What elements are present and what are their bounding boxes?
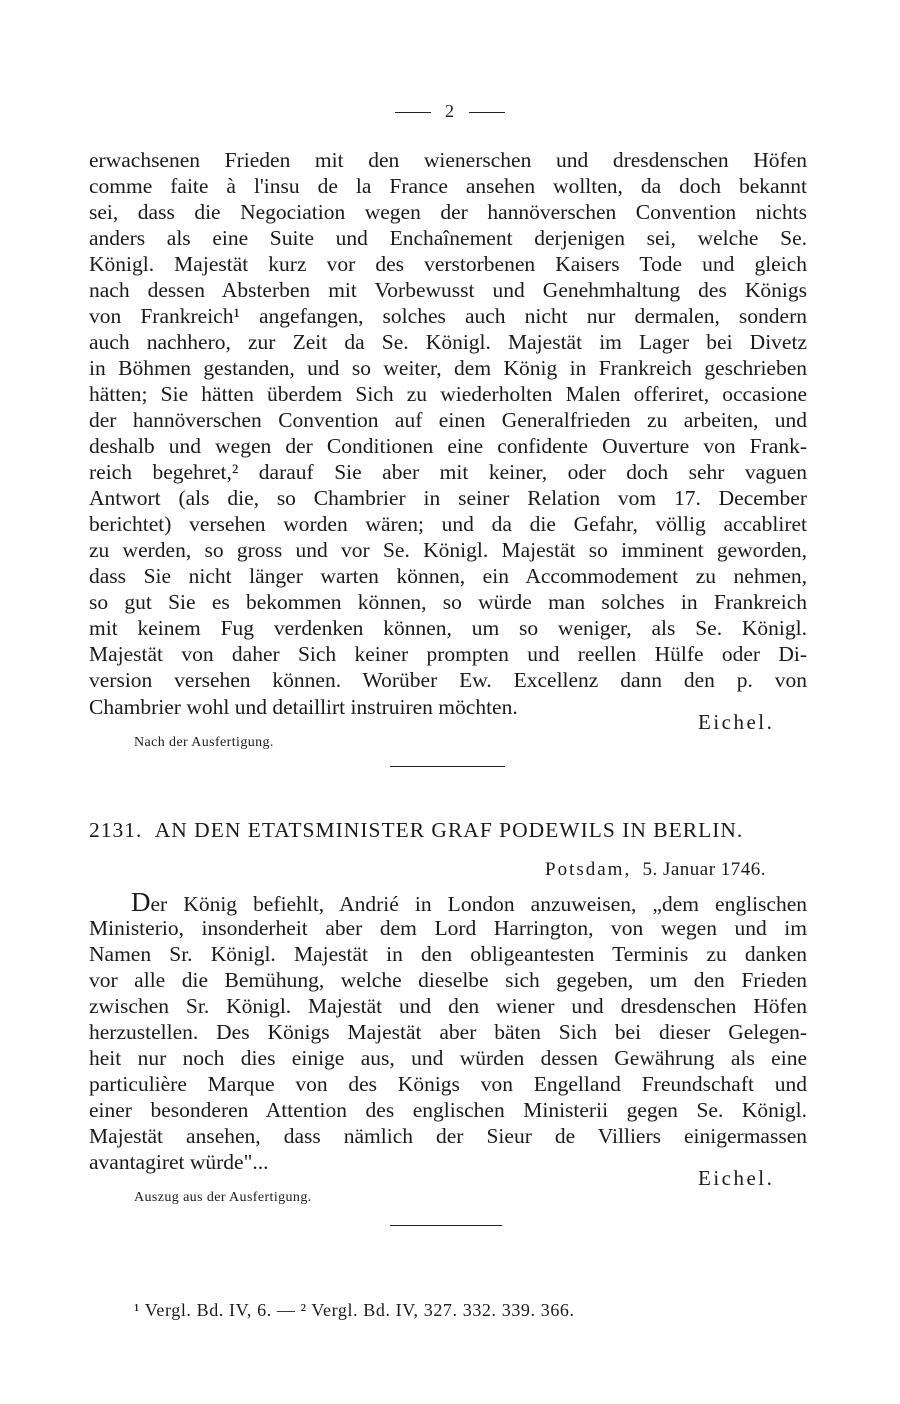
text-line: einer besonderen Attention des englischen Ministerii gegen Se. Königl. — [89, 1098, 807, 1122]
text-line: comme faite à l'insu de la France ansehen wollten, da doch bekannt — [89, 174, 807, 198]
text-line: so gut Sie es bekommen können, so würde man solches in Frankreich — [89, 590, 807, 614]
letter-heading-text: AN DEN ETATSMINISTER GRAF PODEWILS IN BERLIN. — [154, 818, 744, 842]
page-number-dash-left — [395, 112, 431, 113]
text-line: mit keinem Fug verdenken können, um so weniger, als Se. Königl. — [89, 616, 807, 640]
signature: Eichel. — [698, 1166, 775, 1190]
text-line: version versehen können. Worüber Ew. Excellenz dann den p. von — [89, 668, 807, 692]
text-line: deshalb und wegen der Conditionen eine confidente Ouverture von Frank- — [89, 434, 807, 458]
text-line — [131, 889, 807, 917]
text-line: nach dessen Absterben mit Vorbewusst und Genehmhaltung des Königs — [89, 278, 807, 302]
text-line: reich begehret,² darauf Sie aber mit keiner, oder doch sehr vaguen — [89, 460, 807, 484]
initial-letter: D — [131, 887, 151, 917]
signature: Eichel. — [698, 710, 775, 734]
page-number — [0, 101, 900, 122]
text-line: in Böhmen gestanden, und so weiter, dem König in Frankreich geschrieben — [89, 356, 807, 380]
text-line-rest: er König befiehlt, Andrié in London anzuweisen, „dem englischen — [150, 892, 807, 916]
text-line: particulière Marque von des Königs von Engelland Freundschaft und — [89, 1072, 807, 1096]
text-line: zwischen Sr. Königl. Majestät und den wiener und dresdenschen Höfen — [89, 994, 807, 1018]
text-line: vor alle die Bemühung, welche dieselbe sich gegeben, um den Frieden — [89, 968, 807, 992]
text-line: avantagiret würde"... — [89, 1150, 269, 1174]
section-divider — [390, 766, 505, 767]
text-line: dass Sie nicht länger warten können, ein Accommodement zu nehmen, — [89, 564, 807, 588]
source-note: Auszug aus der Ausfertigung. — [134, 1190, 312, 1205]
text-line: Majestät von daher Sich keiner prompten und reellen Hülfe oder Di- — [89, 642, 807, 666]
text-line: Antwort (als die, so Chambrier in seiner Relation vom 17. December — [89, 486, 807, 510]
text-line: Ministerio, insonderheit aber dem Lord Harrington, von wegen und im — [89, 916, 807, 940]
letter-heading — [89, 818, 807, 843]
text-line: Chambrier wohl und detaillirt instruiren möchten. — [89, 695, 518, 719]
text-line: Namen Sr. Königl. Majestät in den obligeantesten Terminis zu danken — [89, 942, 807, 966]
dateline-place: Potsdam, — [545, 859, 632, 880]
text-line: herzustellen. Des Königs Majestät aber bäten Sich bei dieser Gelegen- — [89, 1020, 807, 1044]
dateline — [545, 859, 766, 881]
text-line: der hannöverschen Convention auf einen Generalfrieden zu arbeiten, und — [89, 408, 807, 432]
text-line: zu werden, so gross und vor Se. Königl. Majestät so imminent geworden, — [89, 538, 807, 562]
source-note: Nach der Ausfertigung. — [134, 735, 274, 750]
text-line: heit nur noch dies einige aus, und würden dessen Gewährung als eine — [89, 1046, 807, 1070]
text-line: hätten; Sie hätten überdem Sich zu wiederholten Malen offeriret, occasione — [89, 382, 807, 406]
dateline-date: 5. Januar 1746. — [642, 859, 767, 880]
text-line: von Frankreich¹ angefangen, solches auch nicht nur dermalen, sondern — [89, 304, 807, 328]
page-number-dash-right — [469, 112, 505, 113]
text-line: erwachsenen Frieden mit den wienerschen und dresdenschen Höfen — [89, 148, 807, 172]
text-line: auch nachhero, zur Zeit da Se. Königl. Majestät im Lager bei Divetz — [89, 330, 807, 354]
page-number-value: 2 — [445, 101, 455, 121]
text-line: berichtet) versehen worden wären; und da die Gefahr, völlig accabliret — [89, 512, 807, 536]
text-line: sei, dass die Negociation wegen der hannöverschen Convention nichts — [89, 200, 807, 224]
text-line: Majestät ansehen, dass nämlich der Sieur de Villiers einigermassen — [89, 1124, 807, 1148]
text-line: anders als eine Suite und Enchaînement derjenigen sei, welche Se. — [89, 226, 807, 250]
footnotes: ¹ Vergl. Bd. IV, 6. — ² Vergl. Bd. IV, 327. 332. 339. 366. — [134, 1300, 575, 1320]
letter-number: 2131. — [89, 818, 143, 842]
text-line: Königl. Majestät kurz vor des verstorbenen Kaisers Tode und gleich — [89, 252, 807, 276]
section-divider — [390, 1225, 502, 1226]
